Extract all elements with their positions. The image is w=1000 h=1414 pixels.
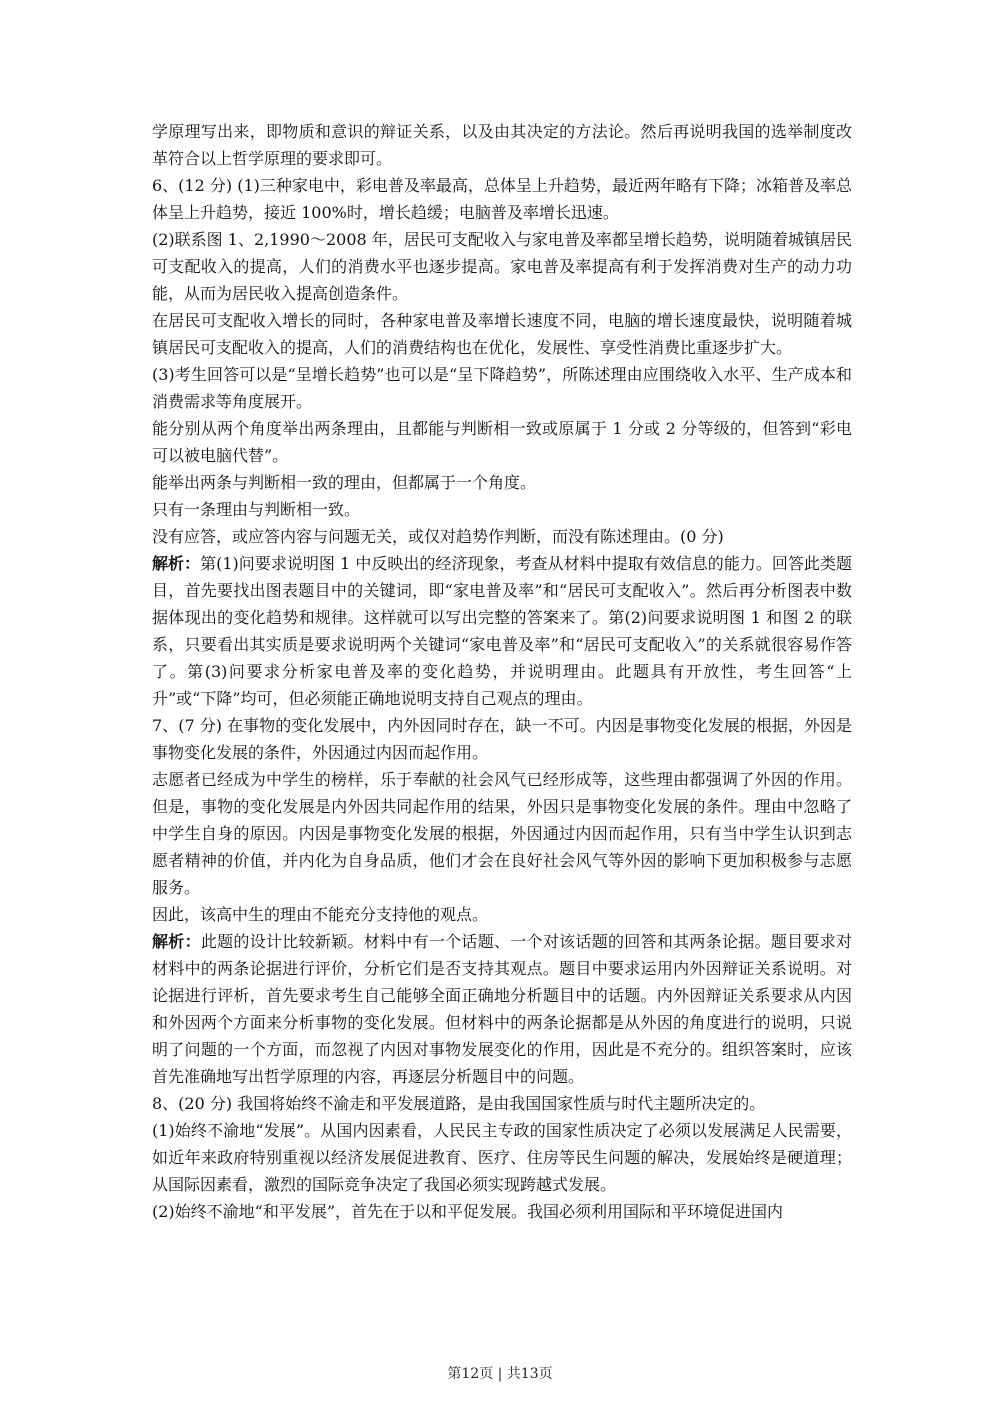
paragraph: 在居民可支配收入增长的同时，各种家电普及率增长速度不同，电脑的增长速度最快，说明随着城镇居民可支配收入的提高，人们的消费结构也在优化，发展性、享受性消费比重逐步扩大。 [152, 311, 852, 357]
analysis-paragraph [152, 928, 852, 1090]
paragraph: 6、(12 分) (1)三种家电中，彩电普及率最高，总体呈上升趋势，最近两年略有下降；冰箱普及率总体呈上升趋势，接近 100%时，增长趋缓；电脑普及率增长迅速。 [152, 176, 852, 222]
paragraph: 因此，该高中生的理由不能充分支持他的观点。 [152, 905, 489, 924]
analysis-text: 此题的设计比较新颖。材料中有一个话题、一个对该话题的回答和其两条论据。题目要求对材料中的两条论据进行评价，分析它们是否支持其观点。题目中要求运用内外因辩证关系说明。对论据进行评析，首先要求考生自己能够全面正确地分析题目中的话题。内外因辩证关系要求从内因和外因两个方面来分析事物的变化发展。但材料中的两条论据都是从外因的角度进行的说明，只说明了问题的一个方面，而忽视了内因对事物发展变化的作用，因此是不充分的。组织答案时，应该首先准确地写出哲学原理的内容，再逐层分析题目中的问题。 [152, 932, 852, 1086]
paragraph: 没有应答，或应答内容与问题无关，或仅对趋势作判断，而没有陈述理由。(0 分) [152, 527, 724, 546]
paragraph: 志愿者已经成为中学生的榜样，乐于奉献的社会风气已经形成等，这些理由都强调了外因的作用。但是，事物的变化发展是内外因共同起作用的结果，外因只是事物变化发展的条件。理由中忽略了中学生自身的原因。内因是事物变化发展的根据，外因通过内因而起作用，只有当中学生认识到志愿者精神的价值，并内化为自身品质，他们才会在良好社会风气等外因的影响下更加积极参与志愿服务。 [152, 770, 852, 897]
paragraph: 只有一条理由与判断相一致。 [152, 500, 361, 519]
paragraph: (1)始终不渝地“发展”。从国内因素看，人民民主专政的国家性质决定了必须以发展满足人民需要，如近年来政府特别重视以经济发展促进教育、医疗、住房等民生问题的解决，发展始终是硬道理；从国际因素看，激烈的国际竞争决定了我国必须实现跨越式发展。 [152, 1121, 852, 1194]
paragraph: 能举出两条与判断相一致的理由，但都属于一个角度。 [152, 473, 537, 492]
paragraph: (2)联系图 1、2,1990～2008 年，居民可支配收入与家电普及率都呈增长趋势，说明随着城镇居民可支配收入的提高，人们的消费水平也逐步提高。家电普及率提高有利于发挥消费对生产的动力功能，从而为居民收入提高创造条件。 [152, 230, 852, 303]
paragraph: (2)始终不渝地“和平发展”，首先在于以和平促发展。我国必须利用国际和平环境促进国内 [152, 1202, 784, 1221]
paragraph: (3)考生回答可以是“呈增长趋势”也可以是“呈下降趋势”，所陈述理由应围绕收入水平、生产成本和消费需求等角度展开。 [152, 365, 852, 411]
paragraph: 学原理写出来，即物质和意识的辩证关系，以及由其决定的方法论。然后再说明我国的选举制度改革符合以上哲学原理的要求即可。 [152, 122, 852, 168]
page-body [152, 118, 852, 1225]
analysis-paragraph [152, 550, 852, 712]
analysis-text: 第(1)问要求说明图 1 中反映出的经济现象，考查从材料中提取有效信息的能力。回答此类题目，首先要找出图表题目中的关键词，即“家电普及率”和“居民可支配收入”。然后再分析图表中数据体现出的变化趋势和规律。这样就可以写出完整的答案来了。第(2)问要求说明图 1 和图 2 的联系，只要看出其实质是要求说明两个关键词“家电普及率”和“居民可支配收入”的关系就很容易作答了。第(3)问要求分析家电普及率的变化趋势，并说明理由。此题具有开放性，考生回答“上升”或“下降”均可，但必须能正确地说明支持自己观点的理由。 [152, 554, 852, 708]
paragraph: 7、(7 分) 在事物的变化发展中，内外因同时存在，缺一不可。内因是事物变化发展的根据，外因是事物变化发展的条件，外因通过内因而起作用。 [152, 716, 852, 762]
paragraph: 8、(20 分) 我国将始终不渝走和平发展道路，是由我国国家性质与时代主题所决定的。 [152, 1094, 766, 1113]
analysis-label: 解析： [152, 554, 201, 573]
paragraph: 能分别从两个角度举出两条理由，且都能与判断相一致或原属于 1 分或 2 分等级的，但答到“彩电可以被电脑代替”。 [152, 419, 852, 465]
analysis-label: 解析： [152, 932, 201, 951]
page-footer: 第12页 | 共13页 [447, 1366, 553, 1382]
